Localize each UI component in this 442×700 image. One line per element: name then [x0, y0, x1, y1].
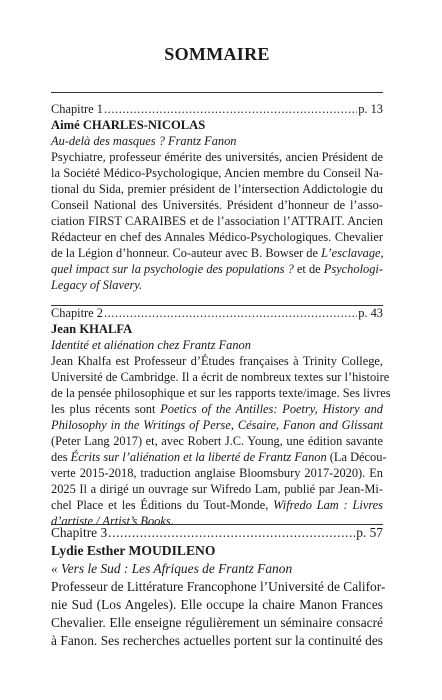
- bio-text: les plus récents sont: [51, 402, 161, 416]
- bio-line: [51, 497, 383, 513]
- book-title: d’artiste / Artist’s Books: [51, 514, 171, 528]
- book-title: Poetics of the Antilles: Poetry, History and: [160, 402, 383, 416]
- chapter-subtitle: Au-delà des masques ? Frantz Fanon: [51, 134, 237, 148]
- author-bio: [51, 353, 391, 529]
- chapter-subtitle: Identité et aliénation chez Frantz Fanon: [51, 338, 251, 352]
- bio-line: ciation FIRST CARAIBES et de l’association l’ATTRAIT. Ancien: [51, 214, 383, 228]
- bio-line: (Peter Lang 2017) et, avec Robert J.C. Young, une édition savante: [51, 434, 383, 448]
- book-title: Psychologi-: [323, 262, 383, 276]
- bio-text: de la Légion d’honneur. Co-auteur avec B. Bowser de: [51, 246, 322, 260]
- book-title: Écrits sur l’aliénation et la liberté de Frantz Fanon: [70, 450, 327, 464]
- author-bio: [51, 578, 386, 650]
- bio-text: et de: [296, 262, 324, 276]
- chapter-subtitle: « Vers le Sud : Les Afriques de Frantz Fanon: [51, 561, 293, 576]
- chapter-2: [51, 305, 391, 529]
- toc-entry[interactable]: [51, 305, 383, 321]
- bio-line: [51, 245, 383, 261]
- book-title: quel impact sur la psychologie des populations ?: [51, 262, 294, 276]
- section-divider: [51, 92, 383, 93]
- book-title: Philosophy in the Writings of Perse, Césaire, Fanon and Glissant: [51, 418, 383, 432]
- bio-line: à Fanon. Ses recherches actuelles portent sur la continuité des: [51, 633, 383, 648]
- bio-line: nie Sud (Los Angeles). Elle occupe la chaire Manon Frances: [51, 597, 383, 612]
- author-bio: [51, 149, 383, 293]
- bio-line: Professeur de Littérature Francophone l’Université de Califor-: [51, 579, 386, 594]
- bio-line: [51, 261, 383, 277]
- bio-line: de la pensée philosophique et sur les rapports texte/image. Ses livres: [51, 386, 391, 400]
- chapter-label: Chapitre 2: [51, 306, 103, 320]
- bio-text: (La Décou-: [326, 450, 387, 464]
- bio-line: Université de Cambridge. Il a écrit de nombreux textes sur l’histoire: [51, 370, 390, 384]
- page-number: p. 57: [356, 525, 383, 540]
- bio-text: chel Place et les Éditions du Tout-Monde,: [51, 498, 274, 512]
- bio-line: tional du Sida, premier président de l’intersection Addictologie du: [51, 182, 383, 196]
- dot-leader: [104, 101, 357, 117]
- author-name: Aimé CHARLES-NICOLAS: [51, 118, 206, 132]
- bio-line: verte 2015-2018, traduction anglaise Bloomsbury 2017-2020). En: [51, 466, 383, 480]
- dot-leader: [108, 524, 355, 542]
- chapter-3: [51, 524, 386, 650]
- page-number: p. 43: [358, 306, 383, 320]
- book-title: Legacy of Slavery.: [51, 278, 143, 292]
- chapter-1: [51, 101, 383, 293]
- book-title: L’esclavage,: [321, 246, 384, 260]
- bio-line: [51, 401, 383, 417]
- dot-leader: [104, 305, 357, 321]
- book-title: Wifredo Lam : Livres: [273, 498, 383, 512]
- bio-line: Psychiatre, professeur émérite des universités, ancien Président de: [51, 150, 383, 164]
- bio-text: des: [51, 450, 71, 464]
- author-name: Jean KHALFA: [51, 322, 133, 336]
- bio-text: .: [170, 514, 174, 528]
- bio-line: Chevalier. Elle enseigne régulièrement un séminaire consacré: [51, 615, 383, 630]
- chapter-label: Chapitre 1: [51, 102, 103, 116]
- toc-entry[interactable]: [51, 524, 383, 542]
- toc-entry[interactable]: [51, 101, 383, 117]
- page-title: SOMMAIRE: [164, 44, 270, 64]
- bio-line: [51, 277, 383, 293]
- bio-line: Jean Khalfa est Professeur d’Études françaises à Trinity College,: [51, 354, 383, 368]
- bio-line: la Société Médico-Psychologique, Ancien membre du Conseil Na-: [51, 166, 383, 180]
- bio-line: 2025 Il a dirigé un ouvrage sur Wifredo Lam, publié par Jean-Mi-: [51, 482, 383, 496]
- bio-line: Rédacteur en chef des Annales Médico-Psychologiques. Chevalier: [51, 230, 383, 244]
- author-name: Lydie Esther MOUDILENO: [51, 543, 216, 558]
- bio-line: [51, 449, 387, 465]
- bio-line: Conseil National des Universités. Président d’honneur de l’asso-: [51, 198, 383, 212]
- bio-line: [51, 417, 383, 433]
- chapter-label: Chapitre 3: [51, 525, 108, 540]
- page-number: p. 13: [358, 102, 383, 116]
